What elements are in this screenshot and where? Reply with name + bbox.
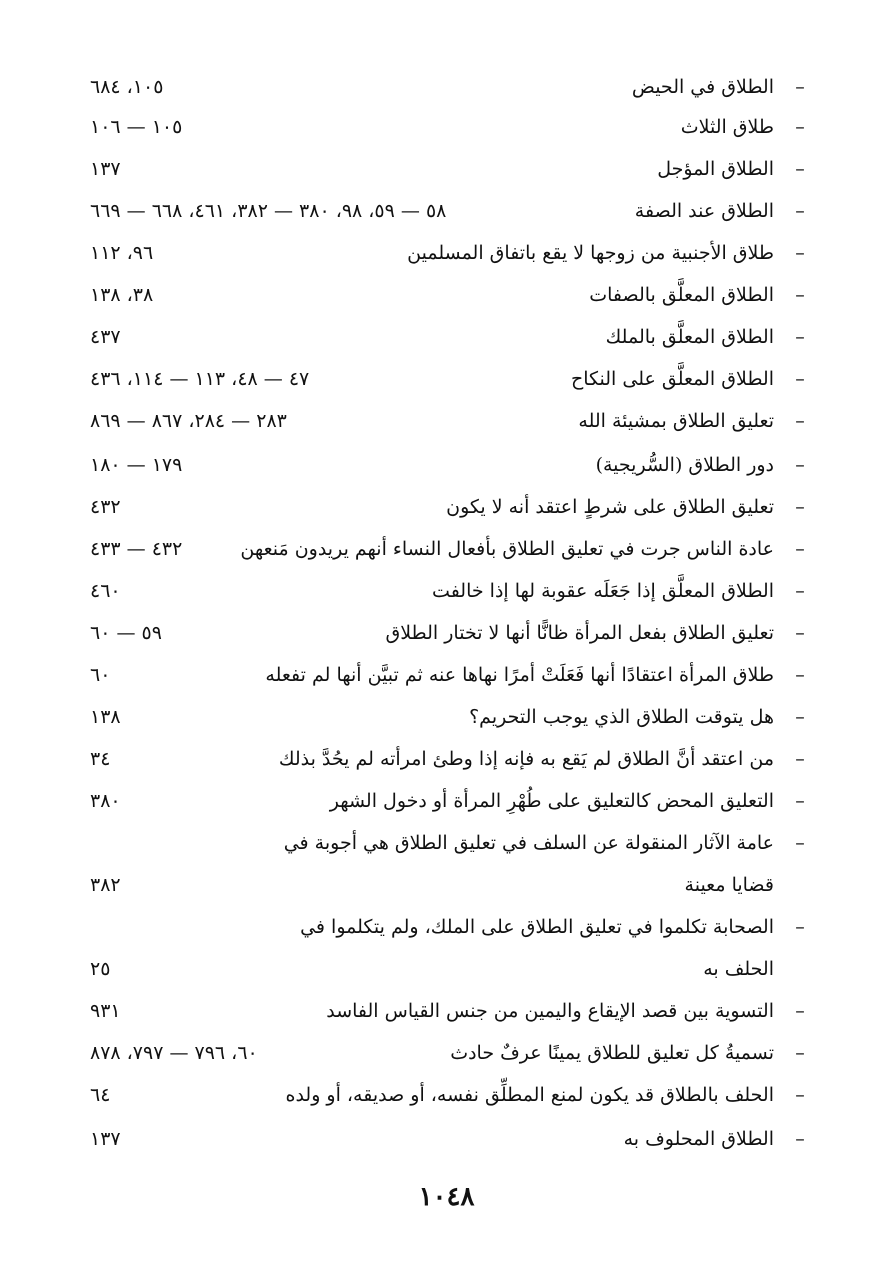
- entry-pages: ١٠٥ — ١٠٦: [90, 116, 183, 138]
- bullet-dash: –: [795, 76, 805, 98]
- bullet-dash: –: [795, 496, 805, 518]
- entry-pages: ٩٦، ١١٢: [90, 242, 154, 264]
- bullet-dash: –: [795, 538, 805, 560]
- bullet-dash: –: [795, 1000, 805, 1022]
- bullet-dash: –: [795, 622, 805, 644]
- index-entry: [90, 280, 810, 310]
- entry-pages: ١٠٥، ٦٨٤: [90, 76, 164, 98]
- page-number: ١٠٤٨: [418, 1182, 475, 1212]
- index-entry: [90, 1124, 810, 1154]
- index-entry: [90, 154, 810, 184]
- entry-text: تعليق الطلاق على شرطٍ اعتقد أنه لا يكون: [446, 496, 774, 518]
- entry-text: طلاق الأجنبية من زوجها لا يقع باتفاق المسلمين: [407, 242, 774, 264]
- bullet-dash: –: [795, 916, 805, 938]
- bullet-dash: –: [795, 326, 805, 348]
- entry-pages: ٤٧ — ٤٨، ١١٣ — ١١٤، ٤٣٦: [90, 368, 310, 390]
- entry-text-line1: عامة الآثار المنقولة عن السلف في تعليق الطلاق هي أجوبة في: [283, 832, 774, 854]
- bullet-dash: –: [795, 1042, 805, 1064]
- bullet-dash: –: [795, 284, 805, 306]
- bullet-dash: –: [795, 410, 805, 432]
- bullet-dash: –: [795, 748, 805, 770]
- entry-pages: ٩٣١: [90, 1000, 121, 1022]
- bullet-dash: –: [795, 242, 805, 264]
- bullet-dash: –: [795, 832, 805, 854]
- entry-text-line2: الحلف به: [703, 958, 774, 980]
- entry-pages: ٦٠: [90, 664, 111, 686]
- index-entry: [90, 786, 810, 816]
- entry-text: الطلاق المحلوف به: [623, 1128, 774, 1150]
- index-entry: [90, 744, 810, 774]
- index-entry: [90, 322, 810, 352]
- bullet-dash: –: [795, 580, 805, 602]
- index-entry: [90, 618, 810, 648]
- index-entry: [90, 660, 810, 690]
- entry-text: التعليق المحض كالتعليق على طُهْرِ المرأة أو دخول الشهر: [329, 790, 774, 812]
- entry-pages: ٤٣٧: [90, 326, 121, 348]
- entry-text: من اعتقد أنَّ الطلاق لم يَقع به فإنه إذا وطئ امرأته لم يحُدَّ بذلك: [278, 748, 774, 770]
- bullet-dash: –: [795, 664, 805, 686]
- index-entry-multiline: [90, 912, 810, 942]
- index-entry: [90, 112, 810, 142]
- bullet-dash: –: [795, 454, 805, 476]
- index-entry: [90, 996, 810, 1026]
- index-entry: [90, 406, 810, 436]
- index-entry: [90, 702, 810, 732]
- index-entry: [90, 238, 810, 268]
- entry-text: الطلاق عند الصفة: [634, 200, 774, 222]
- entry-pages: ٦٠، ٧٩٦ — ٧٩٧، ٨٧٨: [90, 1042, 258, 1064]
- index-entry-continuation: [90, 954, 810, 984]
- entry-pages: ١٣٨: [90, 706, 121, 728]
- entry-pages: ٤٣٢: [90, 496, 121, 518]
- index-entry: [90, 1080, 810, 1110]
- index-entry: [90, 72, 810, 102]
- bullet-dash: –: [795, 116, 805, 138]
- entry-pages: ١٧٩ — ١٨٠: [90, 454, 183, 476]
- entry-pages: ٤٦٠: [90, 580, 121, 602]
- entry-pages: ٢٥: [90, 958, 111, 980]
- entry-text: التسوية بين قصد الإيقاع واليمين من جنس القياس الفاسد: [326, 1000, 774, 1022]
- entry-text: الطلاق في الحيض: [631, 76, 774, 98]
- entry-text-line1: الصحابة تكلموا في تعليق الطلاق على الملك، ولم يتكلموا في: [300, 916, 774, 938]
- entry-text-line2: قضايا معينة: [684, 874, 774, 896]
- bullet-dash: –: [795, 368, 805, 390]
- entry-pages: ٥٩ — ٦٠: [90, 622, 162, 644]
- entry-text: الطلاق المعلَّق بالملك: [605, 326, 774, 348]
- entry-pages: ١٣٧: [90, 158, 121, 180]
- index-entry: [90, 492, 810, 522]
- bullet-dash: –: [795, 790, 805, 812]
- bullet-dash: –: [795, 200, 805, 222]
- index-entry: [90, 1038, 810, 1068]
- index-entry-continuation: [90, 870, 810, 900]
- entry-pages: ٣٨، ١٣٨: [90, 284, 154, 306]
- entry-text: تعليق الطلاق بفعل المرأة ظانًّا أنها لا تختار الطلاق: [385, 622, 774, 644]
- index-entry: [90, 450, 810, 480]
- entry-text: طلاق المرأة اعتقادًا أنها فَعَلَتْ أمرًا نهاها عنه ثم تبيَّن أنها لم تفعله: [265, 664, 774, 686]
- entry-pages: ٦٤: [90, 1084, 111, 1106]
- entry-text: الطلاق المؤجل: [657, 158, 774, 180]
- bullet-dash: –: [795, 158, 805, 180]
- entry-text: الطلاق المعلَّق بالصفات: [589, 284, 774, 306]
- entry-pages: ٥٨ — ٥٩، ٩٨، ٣٨٠ — ٣٨٢، ٤٦١، ٦٦٨ — ٦٦٩: [90, 200, 447, 222]
- index-entry-multiline: [90, 828, 810, 858]
- entry-pages: ٣٤: [90, 748, 111, 770]
- entry-pages: ١٣٧: [90, 1128, 121, 1150]
- entry-text: عادة الناس جرت في تعليق الطلاق بأفعال النساء أنهم يريدون مَنعهن: [240, 538, 774, 560]
- entry-text: طلاق الثلاث: [680, 116, 774, 138]
- bullet-dash: –: [795, 706, 805, 728]
- entry-text: هل يتوقت الطلاق الذي يوجب التحريم؟: [469, 706, 774, 728]
- entry-pages: ٣٨٢: [90, 874, 121, 896]
- index-entry: [90, 576, 810, 606]
- index-entry: [90, 196, 810, 226]
- entry-text: الطلاق المعلَّق إذا جَعَلَه عقوبة لها إذا خالفت: [432, 580, 774, 602]
- entry-text: الحلف بالطلاق قد يكون لمنع المطلِّق نفسه، أو صديقه، أو ولده: [285, 1084, 774, 1106]
- entry-text: الطلاق المعلَّق على النكاح: [570, 368, 774, 390]
- entry-pages: ٢٨٣ — ٢٨٤، ٨٦٧ — ٨٦٩: [90, 410, 287, 432]
- entry-text: تعليق الطلاق بمشيئة الله: [578, 410, 774, 432]
- bullet-dash: –: [795, 1084, 805, 1106]
- entry-text: دور الطلاق (السُّريجية): [595, 454, 774, 476]
- entry-text: تسميةُ كل تعليق للطلاق يمينًا عرفٌ حادث: [450, 1042, 774, 1064]
- entry-pages: ٤٣٢ — ٤٣٣: [90, 538, 183, 560]
- entry-pages: ٣٨٠: [90, 790, 121, 812]
- bullet-dash: –: [795, 1128, 805, 1150]
- index-entry: [90, 364, 810, 394]
- index-entry: [90, 534, 810, 564]
